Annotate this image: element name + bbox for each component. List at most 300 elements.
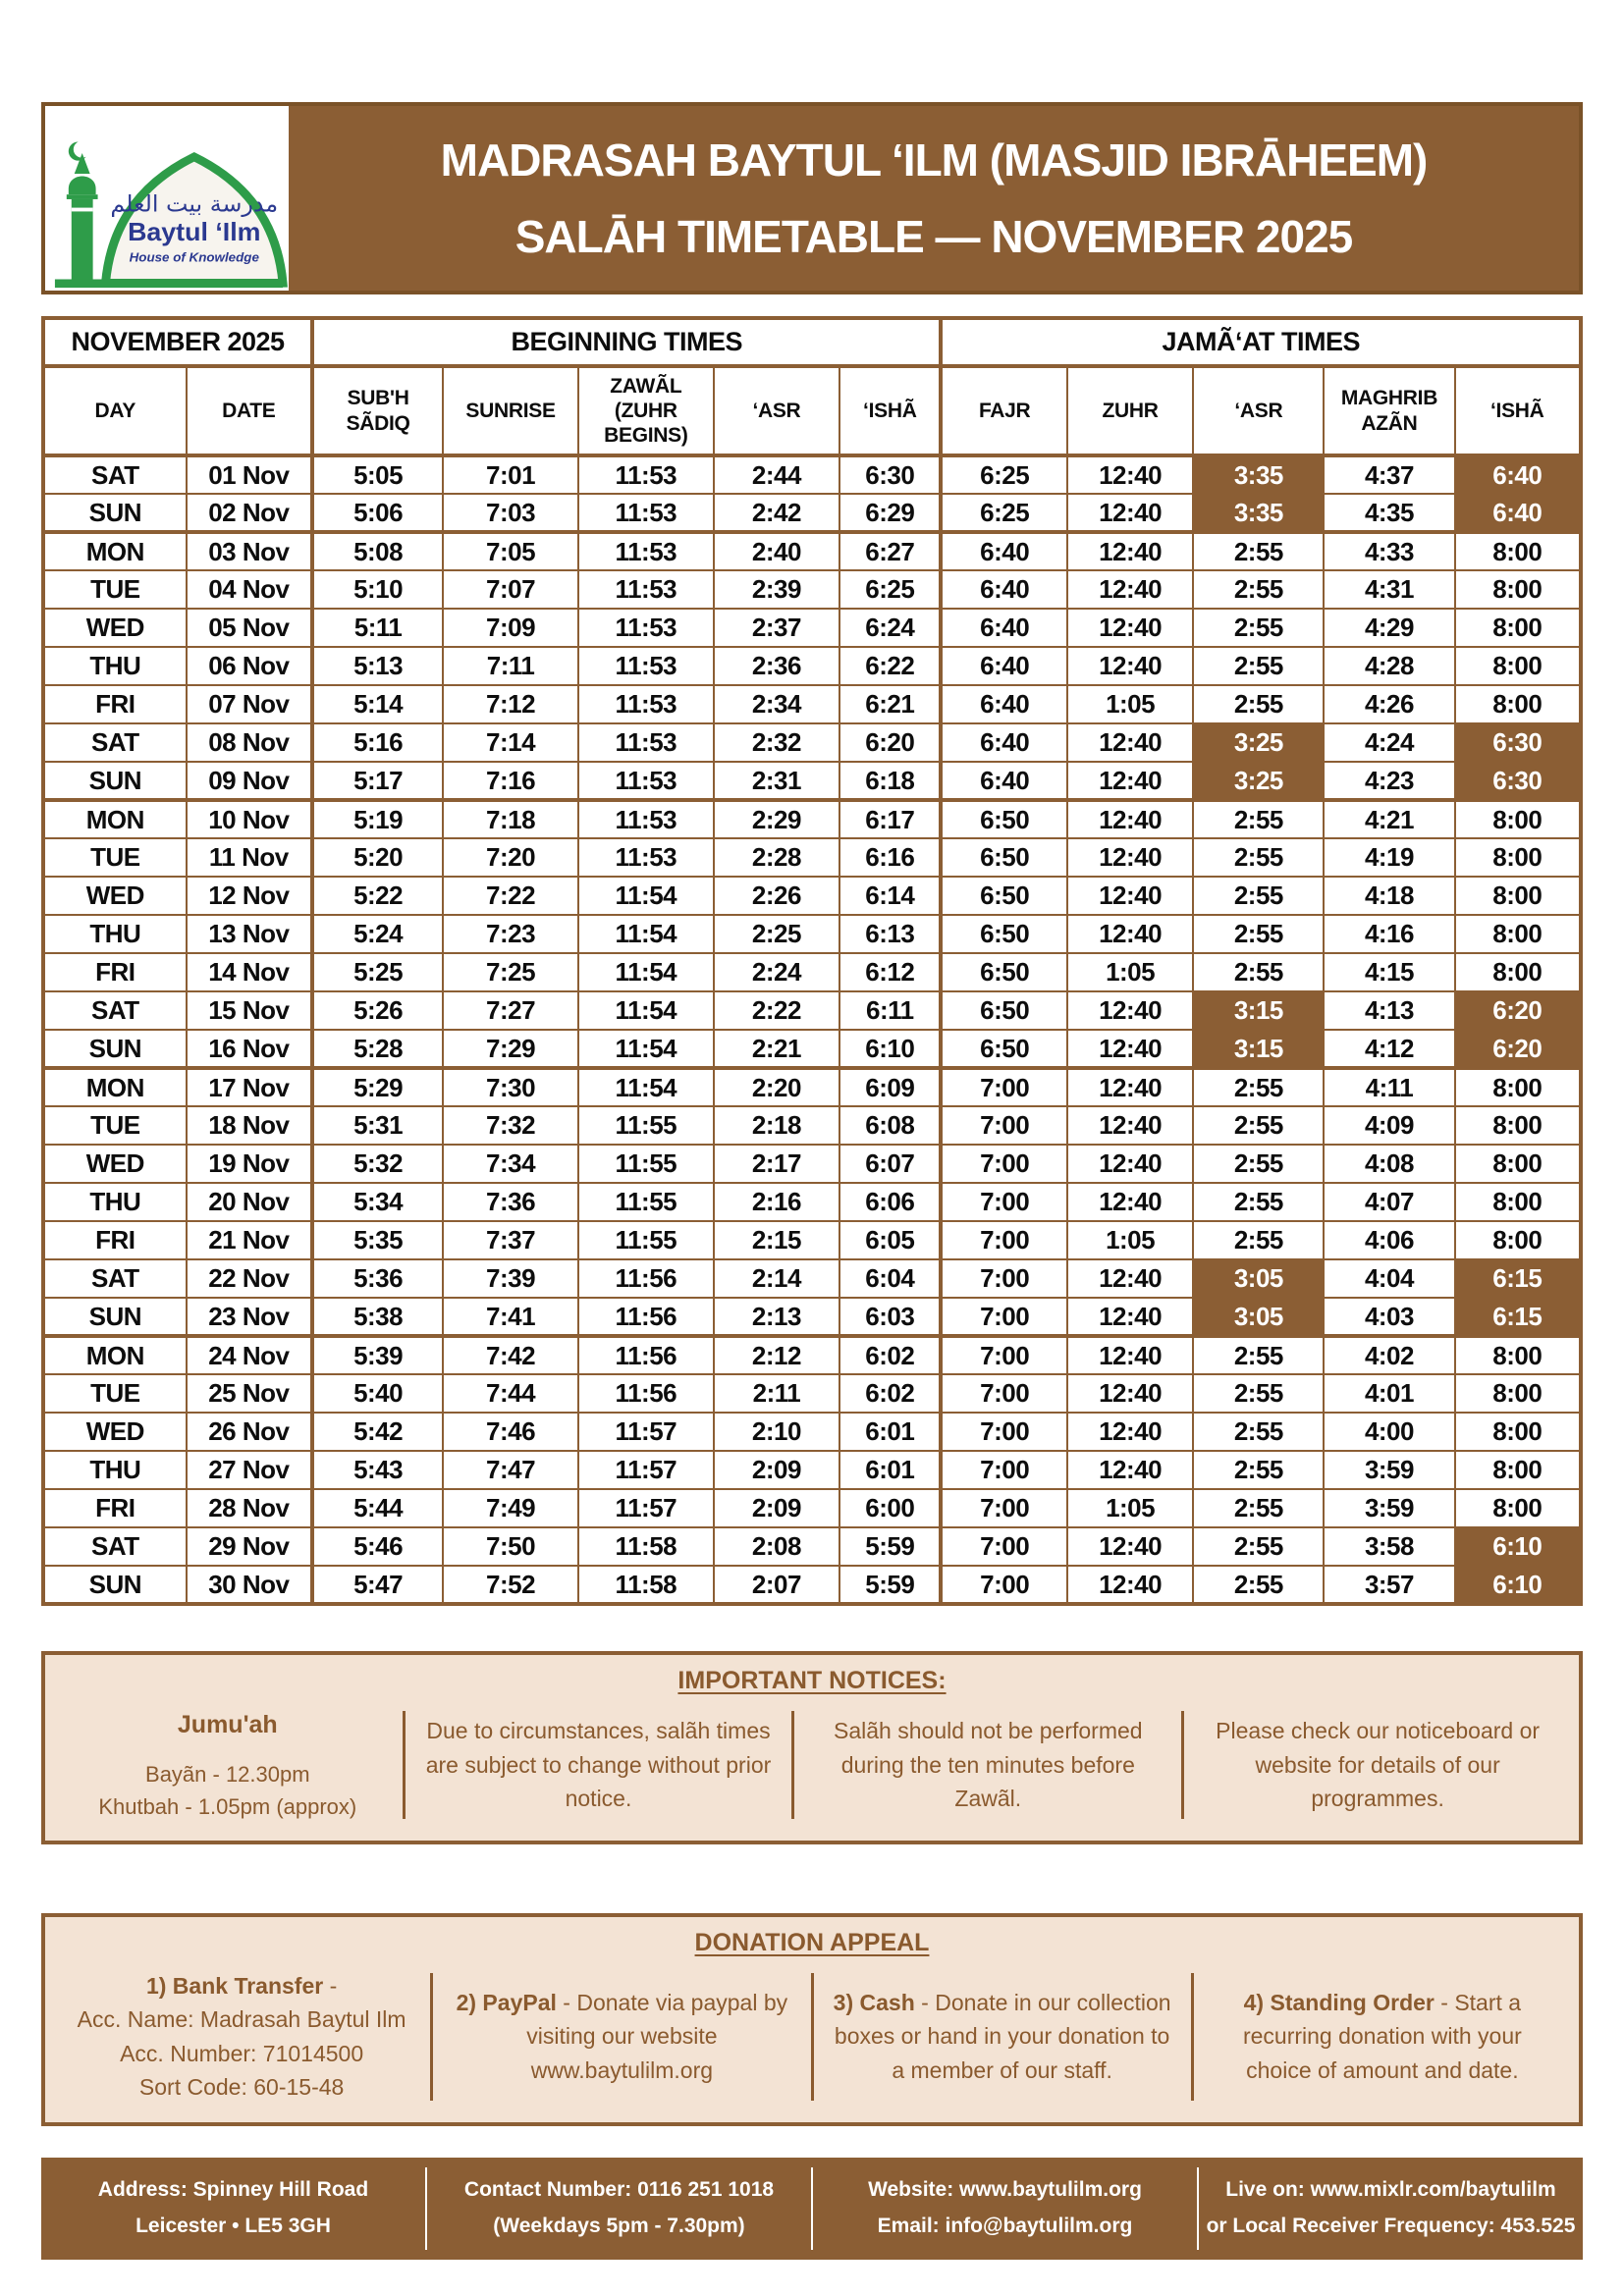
time-cell: 11:54 xyxy=(578,915,714,953)
time-cell: 4:33 xyxy=(1324,532,1454,570)
time-cell: 6:22 xyxy=(839,647,941,685)
date-cell: 07 Nov xyxy=(187,685,312,723)
day-cell: SAT xyxy=(43,723,187,762)
date-cell: 02 Nov xyxy=(187,494,312,532)
day-cell: THU xyxy=(43,915,187,953)
time-cell: 7:12 xyxy=(443,685,578,723)
time-cell: 7:00 xyxy=(941,1221,1066,1259)
time-cell: 2:15 xyxy=(714,1221,839,1259)
time-cell: 7:00 xyxy=(941,1106,1066,1145)
time-cell: 2:08 xyxy=(714,1527,839,1566)
donation-cash xyxy=(814,1967,1191,2107)
page-title-line2: SALĀH TIMETABLE — NOVEMBER 2025 xyxy=(514,211,1353,262)
time-cell: 11:57 xyxy=(578,1413,714,1451)
col-fajr: FAJR xyxy=(941,366,1066,455)
time-cell: 6:50 xyxy=(941,953,1066,991)
donation-appeal-box xyxy=(41,1913,1583,2126)
time-cell: 8:00 xyxy=(1455,609,1581,647)
time-cell: 12:40 xyxy=(1067,1145,1193,1183)
salah-timetable xyxy=(41,316,1583,1606)
time-cell: 8:00 xyxy=(1455,1374,1581,1413)
time-cell: 6:40 xyxy=(941,532,1066,570)
time-cell: 4:06 xyxy=(1324,1221,1454,1259)
day-cell: SUN xyxy=(43,1566,187,1604)
date-cell: 26 Nov xyxy=(187,1413,312,1451)
time-cell: 3:59 xyxy=(1324,1489,1454,1527)
time-cell: 6:20 xyxy=(1455,991,1581,1030)
time-cell: 6:01 xyxy=(839,1413,941,1451)
table-row xyxy=(43,723,1581,762)
donation-paypal-label: 2) PayPal xyxy=(456,1989,557,2015)
time-cell: 12:40 xyxy=(1067,455,1193,494)
time-cell: 6:40 xyxy=(1455,455,1581,494)
day-cell: TUE xyxy=(43,838,187,877)
time-cell: 6:10 xyxy=(1455,1527,1581,1566)
time-cell: 6:25 xyxy=(941,455,1066,494)
time-cell: 11:54 xyxy=(578,991,714,1030)
col-asr-beginning: ‘ASR xyxy=(714,366,839,455)
time-cell: 12:40 xyxy=(1067,1030,1193,1068)
time-cell: 5:35 xyxy=(312,1221,443,1259)
time-cell: 6:25 xyxy=(839,570,941,609)
time-cell: 4:13 xyxy=(1324,991,1454,1030)
time-cell: 6:12 xyxy=(839,953,941,991)
time-cell: 2:55 xyxy=(1193,953,1324,991)
jumuah-heading: Jumu'ah xyxy=(177,1711,278,1738)
time-cell: 6:50 xyxy=(941,838,1066,877)
time-cell: 2:28 xyxy=(714,838,839,877)
time-cell: 6:40 xyxy=(941,609,1066,647)
footer xyxy=(41,2158,1583,2260)
time-cell: 7:00 xyxy=(941,1413,1066,1451)
time-cell: 6:40 xyxy=(941,570,1066,609)
time-cell: 6:21 xyxy=(839,685,941,723)
time-cell: 11:58 xyxy=(578,1527,714,1566)
time-cell: 2:21 xyxy=(714,1030,839,1068)
table-row xyxy=(43,915,1581,953)
time-cell: 2:55 xyxy=(1193,1336,1324,1374)
time-cell: 2:55 xyxy=(1193,1566,1324,1604)
time-cell: 12:40 xyxy=(1067,1183,1193,1221)
time-cell: 7:00 xyxy=(941,1527,1066,1566)
time-cell: 5:13 xyxy=(312,647,443,685)
time-cell: 2:55 xyxy=(1193,915,1324,953)
time-cell: 12:40 xyxy=(1067,723,1193,762)
time-cell: 2:20 xyxy=(714,1068,839,1106)
day-cell: MON xyxy=(43,1336,187,1374)
logo xyxy=(45,106,289,291)
table-row xyxy=(43,800,1581,838)
time-cell: 2:37 xyxy=(714,609,839,647)
time-cell: 5:46 xyxy=(312,1527,443,1566)
day-cell: WED xyxy=(43,1145,187,1183)
masthead xyxy=(41,102,1583,294)
time-cell: 6:18 xyxy=(839,762,941,800)
time-cell: 2:34 xyxy=(714,685,839,723)
col-day: DAY xyxy=(43,366,187,455)
time-cell: 2:13 xyxy=(714,1298,839,1336)
time-cell: 6:50 xyxy=(941,991,1066,1030)
table-row xyxy=(43,570,1581,609)
time-cell: 7:00 xyxy=(941,1566,1066,1604)
time-cell: 7:30 xyxy=(443,1068,578,1106)
time-cell: 4:18 xyxy=(1324,877,1454,915)
time-cell: 5:26 xyxy=(312,991,443,1030)
time-cell: 11:54 xyxy=(578,1030,714,1068)
time-cell: 3:35 xyxy=(1193,494,1324,532)
time-cell: 12:40 xyxy=(1067,647,1193,685)
logo-arabic: مدرسة بيت العلم xyxy=(110,189,279,218)
time-cell: 2:55 xyxy=(1193,1221,1324,1259)
date-cell: 18 Nov xyxy=(187,1106,312,1145)
time-cell: 6:50 xyxy=(941,1030,1066,1068)
time-cell: 7:49 xyxy=(443,1489,578,1527)
time-cell: 4:01 xyxy=(1324,1374,1454,1413)
date-cell: 16 Nov xyxy=(187,1030,312,1068)
time-cell: 6:10 xyxy=(1455,1566,1581,1604)
date-cell: 01 Nov xyxy=(187,455,312,494)
table-row xyxy=(43,953,1581,991)
time-cell: 11:57 xyxy=(578,1489,714,1527)
time-cell: 11:53 xyxy=(578,800,714,838)
time-cell: 12:40 xyxy=(1067,609,1193,647)
table-row xyxy=(43,1259,1581,1298)
time-cell: 11:55 xyxy=(578,1106,714,1145)
table-row xyxy=(43,1030,1581,1068)
time-cell: 2:55 xyxy=(1193,800,1324,838)
title-band xyxy=(289,106,1579,291)
time-cell: 6:15 xyxy=(1455,1298,1581,1336)
time-cell: 4:07 xyxy=(1324,1183,1454,1221)
time-cell: 6:30 xyxy=(839,455,941,494)
time-cell: 7:14 xyxy=(443,723,578,762)
table-row xyxy=(43,494,1581,532)
date-cell: 23 Nov xyxy=(187,1298,312,1336)
table-row xyxy=(43,838,1581,877)
time-cell: 8:00 xyxy=(1455,800,1581,838)
time-cell: 12:40 xyxy=(1067,1451,1193,1489)
col-isha-jamaat: ‘ISHÃ xyxy=(1455,366,1581,455)
time-cell: 2:55 xyxy=(1193,647,1324,685)
time-cell: 6:07 xyxy=(839,1145,941,1183)
table-row xyxy=(43,647,1581,685)
time-cell: 2:55 xyxy=(1193,1489,1324,1527)
time-cell: 7:00 xyxy=(941,1451,1066,1489)
time-cell: 7:41 xyxy=(443,1298,578,1336)
time-cell: 5:38 xyxy=(312,1298,443,1336)
logo-graphic xyxy=(45,106,289,291)
date-cell: 17 Nov xyxy=(187,1068,312,1106)
time-cell: 5:28 xyxy=(312,1030,443,1068)
time-cell: 7:44 xyxy=(443,1374,578,1413)
time-cell: 2:55 xyxy=(1193,1413,1324,1451)
time-cell: 1:05 xyxy=(1067,685,1193,723)
time-cell: 8:00 xyxy=(1455,1068,1581,1106)
date-cell: 06 Nov xyxy=(187,647,312,685)
jumuah-khutbah: Khutbah - 1.05pm (approx) xyxy=(98,1793,357,1819)
time-cell: 8:00 xyxy=(1455,532,1581,570)
time-cell: 6:02 xyxy=(839,1336,941,1374)
table-row xyxy=(43,1566,1581,1604)
time-cell: 4:03 xyxy=(1324,1298,1454,1336)
date-cell: 14 Nov xyxy=(187,953,312,991)
table-row xyxy=(43,1489,1581,1527)
time-cell: 11:53 xyxy=(578,494,714,532)
time-cell: 11:54 xyxy=(578,877,714,915)
time-cell: 3:25 xyxy=(1193,723,1324,762)
time-cell: 1:05 xyxy=(1067,1489,1193,1527)
time-cell: 3:25 xyxy=(1193,762,1324,800)
time-cell: 8:00 xyxy=(1455,1451,1581,1489)
time-cell: 12:40 xyxy=(1067,570,1193,609)
donation-bank-dash: - xyxy=(323,1972,338,1999)
time-cell: 5:11 xyxy=(312,609,443,647)
date-cell: 24 Nov xyxy=(187,1336,312,1374)
time-cell: 8:00 xyxy=(1455,838,1581,877)
time-cell: 12:40 xyxy=(1067,1106,1193,1145)
footer-address-line2: Leicester • LE5 3GH xyxy=(135,2215,331,2238)
time-cell: 5:29 xyxy=(312,1068,443,1106)
time-cell: 6:05 xyxy=(839,1221,941,1259)
date-cell: 25 Nov xyxy=(187,1374,312,1413)
date-cell: 11 Nov xyxy=(187,838,312,877)
time-cell: 2:18 xyxy=(714,1106,839,1145)
time-cell: 2:25 xyxy=(714,915,839,953)
time-cell: 4:35 xyxy=(1324,494,1454,532)
footer-contact-line1: Contact Number: 0116 251 1018 xyxy=(463,2177,775,2201)
time-cell: 8:00 xyxy=(1455,1145,1581,1183)
time-cell: 12:40 xyxy=(1067,1259,1193,1298)
time-cell: 2:09 xyxy=(714,1489,839,1527)
time-cell: 6:11 xyxy=(839,991,941,1030)
time-cell: 7:23 xyxy=(443,915,578,953)
donation-title: DONATION APPEAL xyxy=(694,1928,930,1956)
time-cell: 7:00 xyxy=(941,1145,1066,1183)
time-cell: 6:40 xyxy=(941,685,1066,723)
time-cell: 2:55 xyxy=(1193,570,1324,609)
time-cell: 3:15 xyxy=(1193,1030,1324,1068)
time-cell: 5:22 xyxy=(312,877,443,915)
table-row xyxy=(43,1413,1581,1451)
time-cell: 11:56 xyxy=(578,1259,714,1298)
col-date: DATE xyxy=(187,366,312,455)
table-row xyxy=(43,455,1581,494)
time-cell: 12:40 xyxy=(1067,1298,1193,1336)
time-cell: 7:42 xyxy=(443,1336,578,1374)
time-cell: 6:17 xyxy=(839,800,941,838)
time-cell: 6:16 xyxy=(839,838,941,877)
time-cell: 5:10 xyxy=(312,570,443,609)
time-cell: 5:31 xyxy=(312,1106,443,1145)
time-cell: 11:53 xyxy=(578,762,714,800)
date-cell: 10 Nov xyxy=(187,800,312,838)
time-cell: 7:00 xyxy=(941,1374,1066,1413)
time-cell: 7:50 xyxy=(443,1527,578,1566)
time-cell: 4:12 xyxy=(1324,1030,1454,1068)
time-cell: 2:26 xyxy=(714,877,839,915)
footer-contact-line2: (Weekdays 5pm - 7.30pm) xyxy=(493,2215,745,2238)
time-cell: 3:15 xyxy=(1193,991,1324,1030)
donation-cash-label: 3) Cash xyxy=(833,1989,915,2015)
day-cell: SUN xyxy=(43,1298,187,1336)
day-cell: SUN xyxy=(43,762,187,800)
notice-noticeboard: Please check our noticeboard or website for details of our programmes. xyxy=(1216,1718,1541,1811)
time-cell: 5:39 xyxy=(312,1336,443,1374)
time-cell: 2:55 xyxy=(1193,609,1324,647)
time-cell: 6:13 xyxy=(839,915,941,953)
day-cell: THU xyxy=(43,647,187,685)
time-cell: 5:59 xyxy=(839,1566,941,1604)
time-cell: 11:57 xyxy=(578,1451,714,1489)
time-cell: 11:56 xyxy=(578,1298,714,1336)
time-cell: 6:29 xyxy=(839,494,941,532)
time-cell: 8:00 xyxy=(1455,877,1581,915)
time-cell: 4:09 xyxy=(1324,1106,1454,1145)
time-cell: 6:04 xyxy=(839,1259,941,1298)
time-cell: 7:27 xyxy=(443,991,578,1030)
time-cell: 7:29 xyxy=(443,1030,578,1068)
jamaat-times-header: JAMÃ‘AT TIMES xyxy=(941,318,1581,366)
time-cell: 4:11 xyxy=(1324,1068,1454,1106)
time-cell: 6:50 xyxy=(941,877,1066,915)
time-cell: 6:30 xyxy=(1455,762,1581,800)
time-cell: 7:00 xyxy=(941,1336,1066,1374)
footer-website-line1: Website: www.baytulilm.org xyxy=(868,2177,1142,2201)
time-cell: 12:40 xyxy=(1067,877,1193,915)
notice-zawal: Salãh should not be performed during the ten minutes before Zawãl. xyxy=(834,1718,1143,1811)
time-cell: 4:00 xyxy=(1324,1413,1454,1451)
time-cell: 2:12 xyxy=(714,1336,839,1374)
jumuah-bayan: Bayãn - 12.30pm xyxy=(145,1761,310,1787)
date-cell: 08 Nov xyxy=(187,723,312,762)
time-cell: 8:00 xyxy=(1455,570,1581,609)
date-cell: 04 Nov xyxy=(187,570,312,609)
time-cell: 5:32 xyxy=(312,1145,443,1183)
time-cell: 2:55 xyxy=(1193,1451,1324,1489)
time-cell: 11:56 xyxy=(578,1374,714,1413)
time-cell: 6:27 xyxy=(839,532,941,570)
time-cell: 3:58 xyxy=(1324,1527,1454,1566)
time-cell: 6:50 xyxy=(941,915,1066,953)
time-cell: 5:16 xyxy=(312,723,443,762)
day-cell: MON xyxy=(43,800,187,838)
time-cell: 6:01 xyxy=(839,1451,941,1489)
date-cell: 03 Nov xyxy=(187,532,312,570)
time-cell: 8:00 xyxy=(1455,1413,1581,1451)
time-cell: 12:40 xyxy=(1067,838,1193,877)
time-cell: 6:30 xyxy=(1455,723,1581,762)
time-cell: 5:08 xyxy=(312,532,443,570)
time-cell: 2:32 xyxy=(714,723,839,762)
time-cell: 6:02 xyxy=(839,1374,941,1413)
day-cell: FRI xyxy=(43,685,187,723)
time-cell: 5:47 xyxy=(312,1566,443,1604)
time-cell: 12:40 xyxy=(1067,1527,1193,1566)
time-cell: 2:40 xyxy=(714,532,839,570)
date-cell: 19 Nov xyxy=(187,1145,312,1183)
time-cell: 2:31 xyxy=(714,762,839,800)
date-cell: 30 Nov xyxy=(187,1566,312,1604)
time-cell: 3:05 xyxy=(1193,1259,1324,1298)
time-cell: 7:22 xyxy=(443,877,578,915)
footer-website xyxy=(813,2158,1197,2260)
time-cell: 7:16 xyxy=(443,762,578,800)
time-cell: 12:40 xyxy=(1067,762,1193,800)
time-cell: 1:05 xyxy=(1067,953,1193,991)
time-cell: 6:40 xyxy=(941,647,1066,685)
time-cell: 7:03 xyxy=(443,494,578,532)
time-cell: 6:08 xyxy=(839,1106,941,1145)
time-cell: 8:00 xyxy=(1455,1106,1581,1145)
time-cell: 12:40 xyxy=(1067,1068,1193,1106)
time-cell: 4:08 xyxy=(1324,1145,1454,1183)
page-title-line1: MADRASAH BAYTUL ‘ILM (MASJID IBRĀHEEM) xyxy=(440,134,1428,186)
time-cell: 8:00 xyxy=(1455,1489,1581,1527)
donation-paypal xyxy=(433,1967,810,2107)
day-cell: WED xyxy=(43,1413,187,1451)
day-cell: SAT xyxy=(43,1259,187,1298)
day-cell: SAT xyxy=(43,455,187,494)
time-cell: 2:55 xyxy=(1193,1527,1324,1566)
time-cell: 12:40 xyxy=(1067,494,1193,532)
time-cell: 2:11 xyxy=(714,1374,839,1413)
date-cell: 05 Nov xyxy=(187,609,312,647)
time-cell: 11:54 xyxy=(578,1068,714,1106)
time-cell: 6:40 xyxy=(941,762,1066,800)
time-cell: 2:55 xyxy=(1193,685,1324,723)
month-header: NOVEMBER 2025 xyxy=(43,318,312,366)
time-cell: 11:53 xyxy=(578,647,714,685)
table-row xyxy=(43,762,1581,800)
time-cell: 4:21 xyxy=(1324,800,1454,838)
notice-change: Due to circumstances, salãh times are subject to change without prior notice. xyxy=(425,1718,772,1811)
time-cell: 7:46 xyxy=(443,1413,578,1451)
time-cell: 2:22 xyxy=(714,991,839,1030)
time-cell: 2:07 xyxy=(714,1566,839,1604)
time-cell: 7:05 xyxy=(443,532,578,570)
time-cell: 8:00 xyxy=(1455,953,1581,991)
table-row xyxy=(43,1298,1581,1336)
day-cell: SUN xyxy=(43,1030,187,1068)
time-cell: 4:23 xyxy=(1324,762,1454,800)
time-cell: 2:55 xyxy=(1193,532,1324,570)
table-row xyxy=(43,609,1581,647)
table-row xyxy=(43,685,1581,723)
time-cell: 6:03 xyxy=(839,1298,941,1336)
date-cell: 15 Nov xyxy=(187,991,312,1030)
time-cell: 4:28 xyxy=(1324,647,1454,685)
time-cell: 5:44 xyxy=(312,1489,443,1527)
time-cell: 2:55 xyxy=(1193,1374,1324,1413)
donation-standing-order xyxy=(1194,1967,1571,2107)
day-cell: FRI xyxy=(43,953,187,991)
col-zuhr: ZUHR xyxy=(1067,366,1193,455)
time-cell: 4:31 xyxy=(1324,570,1454,609)
time-cell: 5:40 xyxy=(312,1374,443,1413)
notices-title: IMPORTANT NOTICES: xyxy=(677,1667,947,1694)
time-cell: 7:09 xyxy=(443,609,578,647)
time-cell: 11:53 xyxy=(578,609,714,647)
date-cell: 22 Nov xyxy=(187,1259,312,1298)
table-row xyxy=(43,1106,1581,1145)
table-row xyxy=(43,1527,1581,1566)
time-cell: 5:17 xyxy=(312,762,443,800)
time-cell: 11:53 xyxy=(578,685,714,723)
time-cell: 6:24 xyxy=(839,609,941,647)
day-cell: THU xyxy=(43,1451,187,1489)
time-cell: 2:55 xyxy=(1193,838,1324,877)
col-zawal: ZAWÃL (ZUHR BEGINS) xyxy=(578,366,714,455)
